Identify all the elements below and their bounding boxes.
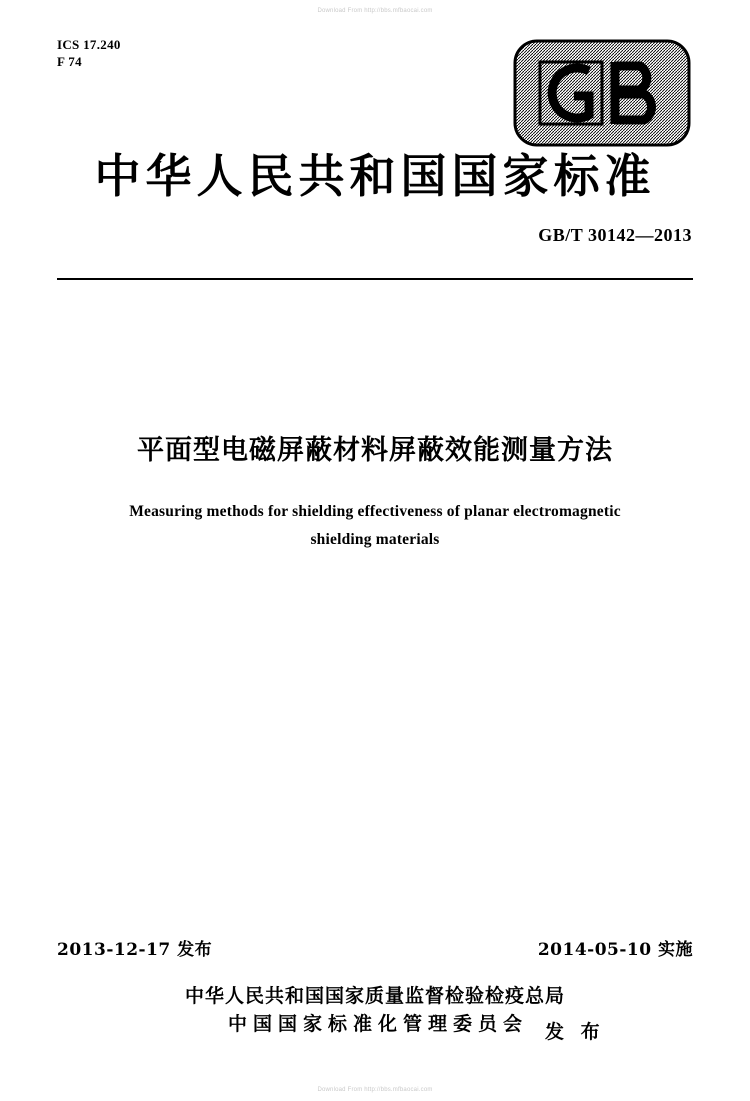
- publish-label: 发 布: [545, 1021, 605, 1043]
- issuer-line-1: 中华人民共和国国家质量监督检验检疫总局: [184, 985, 565, 1007]
- standard-number: GB/T 30142—2013: [538, 225, 692, 245]
- ics-code: ICS 17.240: [57, 37, 121, 52]
- effective-date: 2014-05-10 实施: [537, 940, 693, 960]
- classification-code: F 74: [57, 54, 82, 69]
- ics-classification-block: [57, 36, 121, 70]
- dates-row: [57, 935, 693, 959]
- document-title-cn: 平面型电磁屏蔽材料屏蔽效能测量方法: [137, 435, 613, 466]
- national-standard-title: 中华人民共和国国家标准: [94, 149, 656, 203]
- issuing-authorities: [0, 982, 750, 1038]
- issue-date: 2013-12-17 发布: [57, 940, 213, 960]
- issuer-line-2: 中国国家标准化管理委员会: [227, 1013, 528, 1035]
- document-title-en: [0, 498, 750, 554]
- document-title-en-line2: shielding materials: [310, 531, 440, 548]
- gb-logo-icon: [512, 38, 692, 148]
- document-title-en-line1: Measuring methods for shielding effectiveness of planar electromagnetic: [129, 503, 621, 520]
- header-divider: [57, 278, 693, 280]
- watermark-bottom: Download From http://bbs.mfbaocai.com: [317, 1087, 433, 1093]
- watermark-top: Download From http://bbs.mfbaocai.com: [317, 8, 433, 14]
